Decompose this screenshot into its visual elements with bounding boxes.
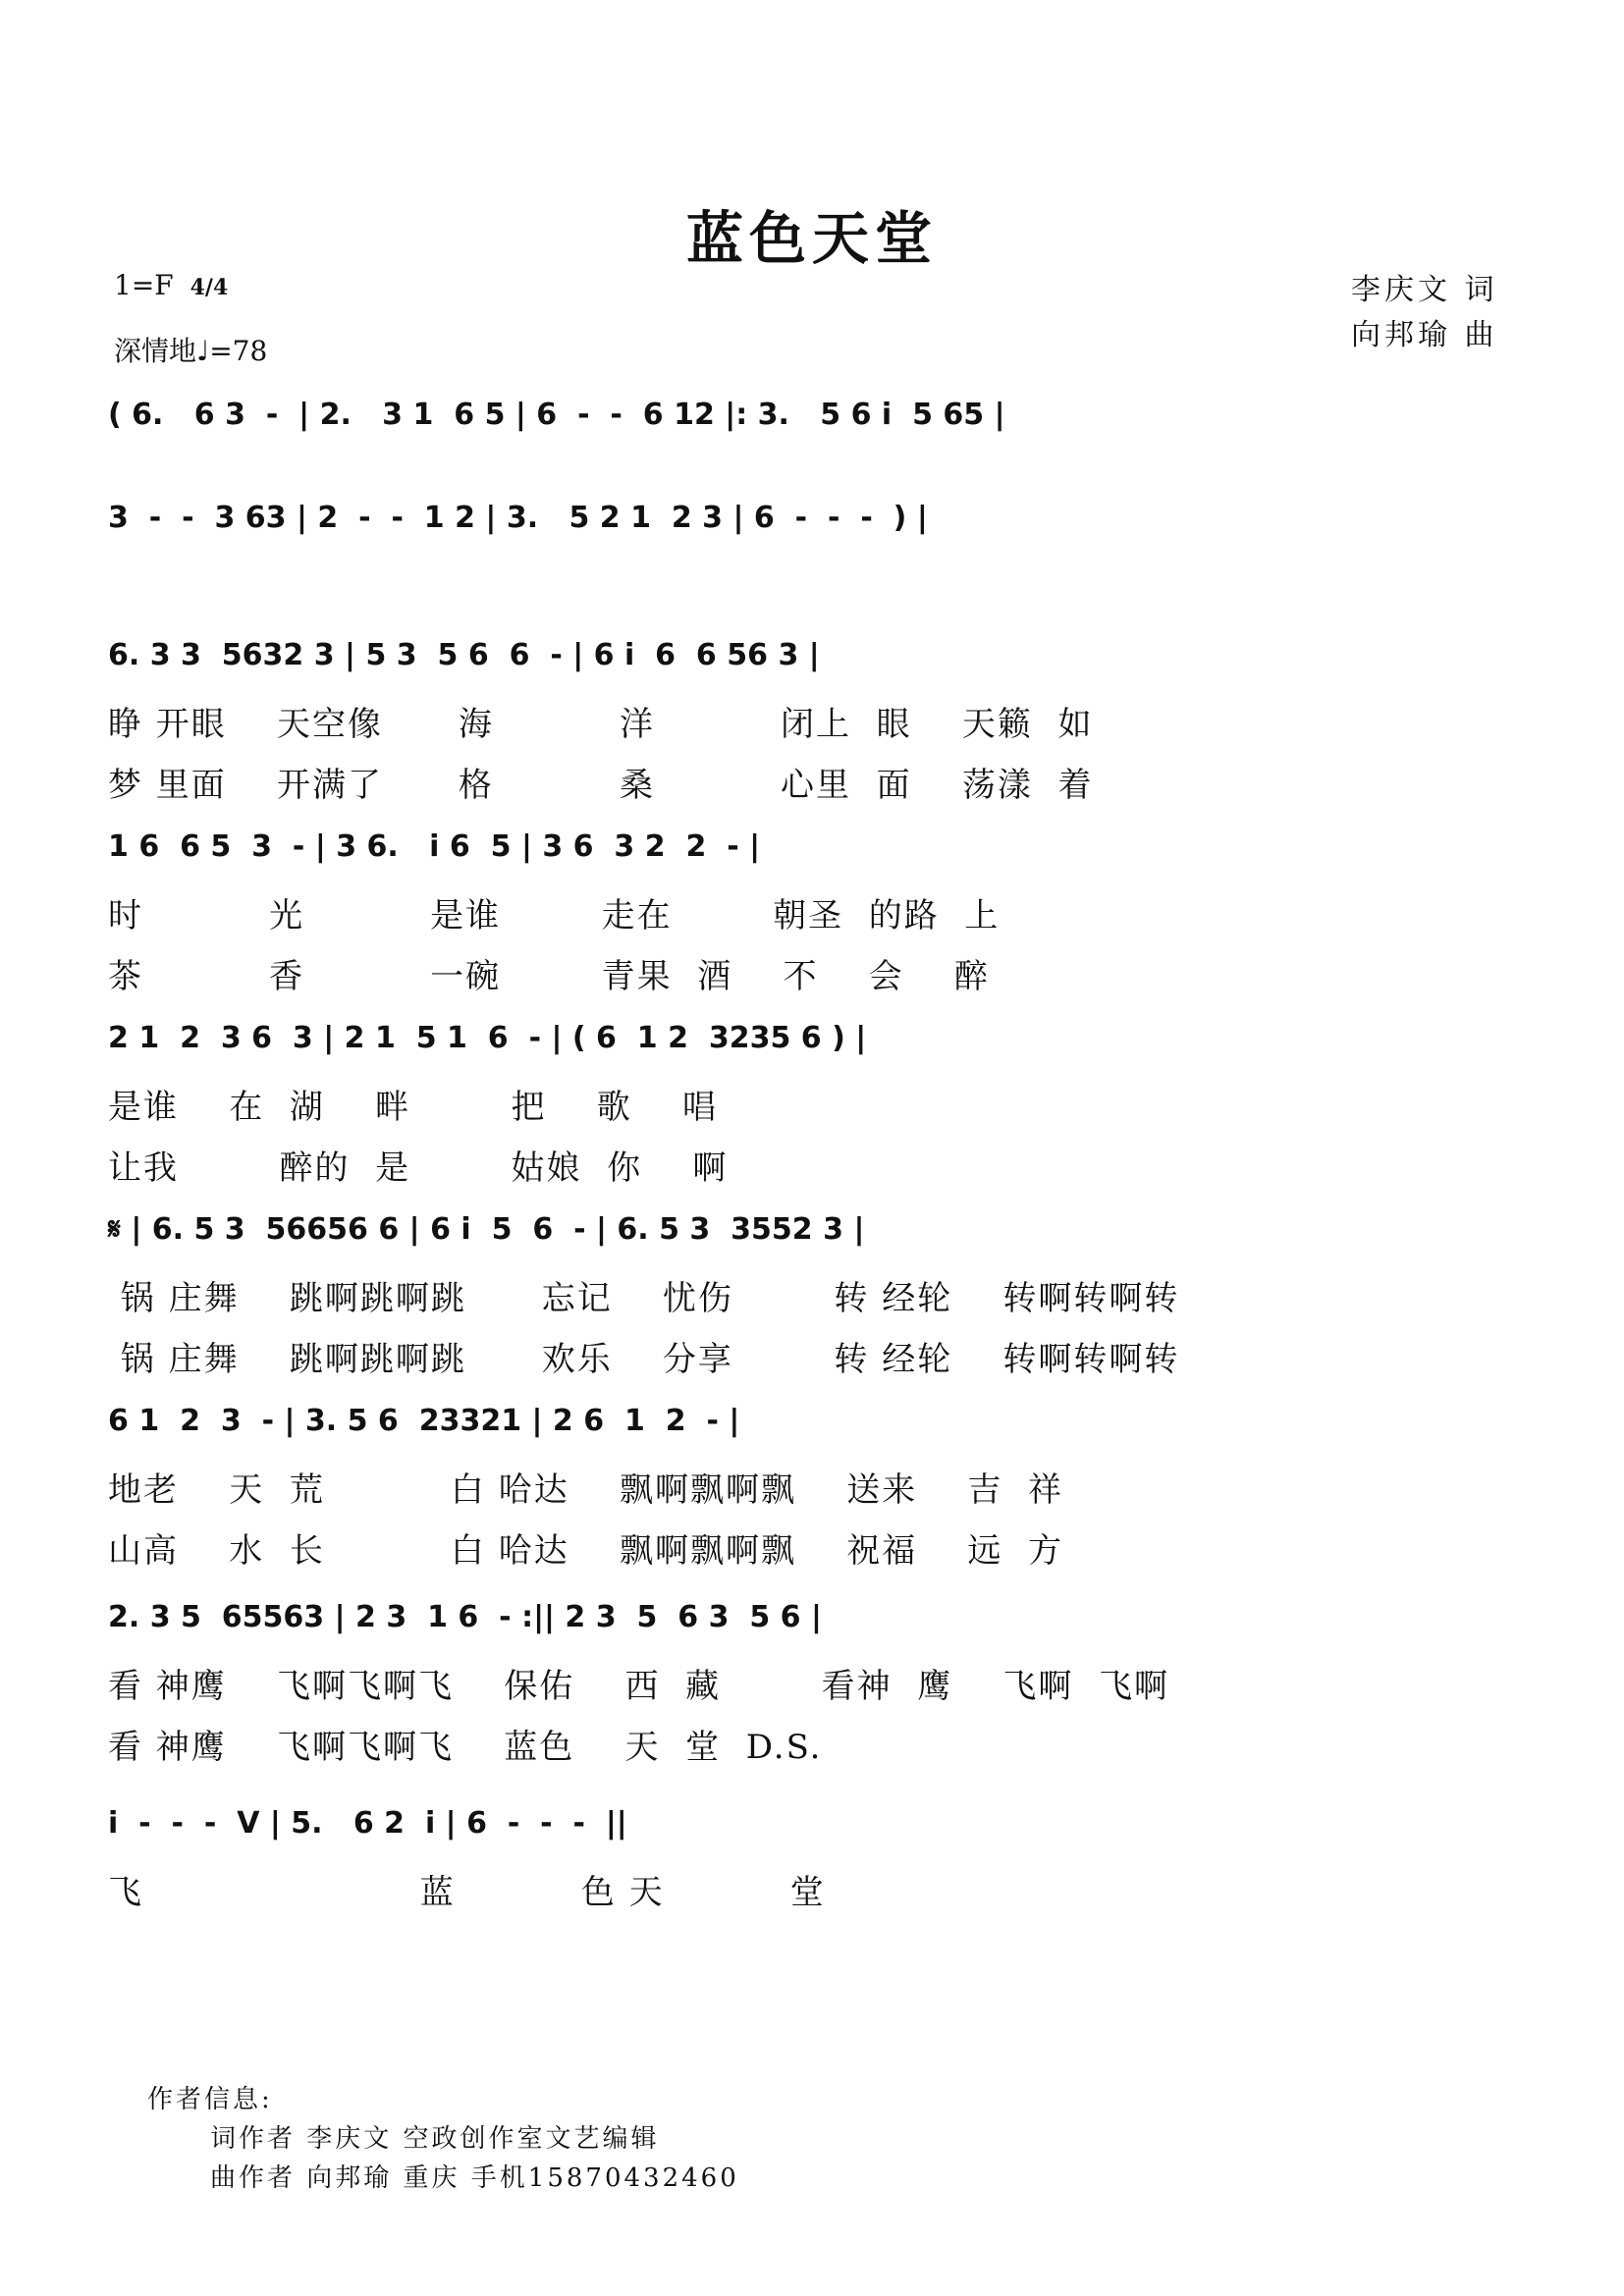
notation-row [108, 388, 1522, 447]
notation-row [108, 1394, 1522, 1453]
time-signature: 4/4 [189, 275, 229, 300]
notation-line: 2 1 2 3 6 3 | 2 1 5 1 6 - | ( 6 1 2 3235 6 ) | [108, 1021, 867, 1055]
notation-line: 2. 3 5 65563 | 2 3 1 6 - :|| 2 3 5 6 3 5 6 | [108, 1600, 822, 1634]
key-label: 1=F [114, 269, 174, 301]
notation-row [108, 1011, 1522, 1070]
author-info-line-2: 曲作者 向邦瑜 重庆 手机15870432460 [210, 2163, 739, 2193]
notation-line: 1 6 6 5 3 - | 3 6. i 6 5 | 3 6 3 2 2 - | [108, 829, 761, 864]
lyric-line: 茶 香 一碗 青果 酒 不 会 醉 [108, 957, 990, 996]
notation-row [108, 1590, 1522, 1649]
author-info-line-1: 词作者 李庆文 空政创作室文艺编辑 [210, 2124, 660, 2154]
lyric-line: 睁 开眼 天空像 海 洋 闭上 眼 天籁 如 [108, 705, 1094, 744]
notation-line: 6. 3 3 5632 3 | 5 3 5 6 6 - | 6 i 6 6 56 3 | [108, 638, 820, 672]
lyric-line: 锅 庄舞 跳啊跳啊跳 欢乐 分享 转 经轮 转啊转啊转 [108, 1340, 1180, 1379]
notation-line: 𝄋 | 6. 5 3 56656 6 | 6 i 5 6 - | 6. 5 3 3552 3 | [108, 1212, 865, 1247]
notation-line: 6 1 2 3 - | 3. 5 6 23321 | 2 6 1 2 - | [108, 1404, 740, 1438]
lyric-line: 让我 醉的 是 姑娘 你 啊 [108, 1148, 729, 1188]
key-signature [114, 269, 228, 301]
notation-row [108, 1202, 1522, 1261]
notation-line: ( 6. 6 3 - | 2. 3 1 6 5 | 6 - - 6 12 |: 3. 5 6 i 5 65 | [108, 398, 1005, 432]
lyric-line: 地老 天 荒 白 哈达 飘啊飘啊飘 送来 吉 祥 [108, 1470, 1064, 1510]
lyric-line: 飞 蓝 色 天 堂 [108, 1873, 826, 1912]
notation-row [108, 628, 1522, 687]
song-title: 蓝色天堂 [685, 205, 938, 272]
composer-credit: 向邦瑜 曲 [1351, 318, 1498, 352]
lyricist-credit: 李庆文 词 [1351, 273, 1498, 307]
lyric-line: 是谁 在 湖 畔 把 歌 唱 [108, 1088, 718, 1127]
notation-row [108, 820, 1522, 879]
lyric-line: 锅 庄舞 跳啊跳啊跳 忘记 忧伤 转 经轮 转啊转啊转 [108, 1279, 1180, 1318]
lyric-line: 山高 水 长 白 哈达 飘啊飘啊飘 祝福 远 方 [108, 1531, 1064, 1571]
notation-line: 3 - - 3 63 | 2 - - 1 2 | 3. 5 2 1 2 3 | 6 - - - ) | [108, 501, 928, 535]
notation-line: i - - - V | 5. 6 2 i | 6 - - - || [108, 1806, 627, 1841]
notation-row [108, 1796, 1522, 1855]
lyric-line: 看 神鹰 飞啊飞啊飞 保佑 西 藏 看神 鹰 飞啊 飞啊 [108, 1667, 1170, 1706]
tempo-marking: 深情地♩=78 [114, 335, 268, 367]
lyric-line: 时 光 是谁 走在 朝圣 的路 上 [108, 896, 1001, 935]
notation-row [108, 491, 1522, 550]
lyric-line: 看 神鹰 飞啊飞啊飞 蓝色 天 堂 D.S. [108, 1728, 823, 1767]
lyric-line: 梦 里面 开满了 格 桑 心里 面 荡漾 着 [108, 766, 1094, 805]
author-info-heading: 作者信息: [147, 2085, 273, 2114]
